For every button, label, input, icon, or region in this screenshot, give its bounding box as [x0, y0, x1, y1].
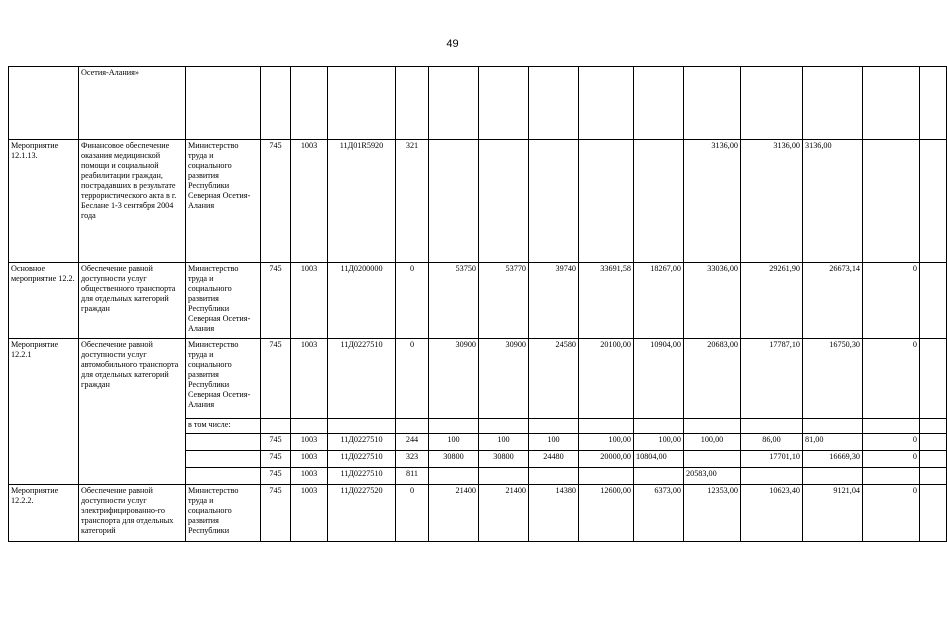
value-cell: 26673,14: [803, 263, 863, 339]
value-cell: 30800: [429, 451, 479, 468]
rzpr-cell: 1003: [291, 339, 328, 419]
value-cell: [429, 140, 479, 263]
vr-cell: 0: [396, 339, 429, 419]
value-cell: 0: [863, 263, 920, 339]
name-cell: Обеспечение равной доступности услуг автомобильного транспорта для отдельных категорий граждан: [79, 339, 186, 485]
value-cell: 21400: [429, 485, 479, 542]
value-cell: 29261,90: [741, 263, 803, 339]
value-cell: 16750,30: [803, 339, 863, 419]
value-cell: 100: [429, 434, 479, 451]
value-cell: 33036,00: [684, 263, 741, 339]
value-cell: 20683,00: [684, 339, 741, 419]
value-cell: 30900: [479, 339, 529, 419]
csr-cell: 11Д0200000: [328, 263, 396, 339]
vr-cell: 811: [396, 468, 429, 485]
value-cell: 53770: [479, 263, 529, 339]
status-cell: Мероприятие 12.2.1: [9, 339, 79, 485]
executor-cell: Министерство труда и социального развития Республики Северная Осетия-Алания: [186, 339, 261, 419]
value-cell: 30900: [429, 339, 479, 419]
value-cell: 16669,30: [803, 451, 863, 468]
name-cell: Обеспечение равной доступности услуг электрифицированно-го транспорта для отдельных категорий: [79, 485, 186, 542]
value-cell: 18267,00: [634, 263, 684, 339]
rzpr-cell: 1003: [291, 451, 328, 468]
grbs-cell: 745: [261, 263, 291, 339]
value-cell: 81,00: [803, 434, 863, 451]
grbs-cell: 745: [261, 140, 291, 263]
page-number: 49: [446, 38, 459, 50]
rzpr-cell: 1003: [291, 263, 328, 339]
name-cell: Обеспечение равной доступности услуг общественного транспорта для отдельных категорий граждан: [79, 263, 186, 339]
table-row: [9, 67, 947, 140]
value-cell: 10623,40: [741, 485, 803, 542]
vr-cell: 0: [396, 485, 429, 542]
value-cell: 10804,00: [634, 451, 684, 468]
value-cell: 100,00: [634, 434, 684, 451]
status-cell: Мероприятие 12.2.2.: [9, 485, 79, 542]
executor-cell: Министерство труда и социального развития Республики: [186, 485, 261, 542]
value-cell: 3136,00: [803, 140, 863, 263]
table-row: [9, 263, 947, 339]
value-cell: 30800: [479, 451, 529, 468]
value-cell: 100,00: [579, 434, 634, 451]
value-cell: 12353,00: [684, 485, 741, 542]
value-cell: 24480: [529, 451, 579, 468]
grbs-cell: 745: [261, 451, 291, 468]
status-cell: Основное мероприятие 12.2.: [9, 263, 79, 339]
executor-cell: Министерство труда и социального развития Республики Северная Осетия-Алания: [186, 263, 261, 339]
value-cell: 100: [479, 434, 529, 451]
value-cell: 39740: [529, 263, 579, 339]
csr-cell: 11Д0227510: [328, 339, 396, 419]
grbs-cell: 745: [261, 468, 291, 485]
csr-cell: 11Д01R5920: [328, 140, 396, 263]
value-cell: [429, 468, 479, 485]
rzpr-cell: 1003: [291, 434, 328, 451]
value-cell: 24580: [529, 339, 579, 419]
value-cell: 17701,10: [741, 451, 803, 468]
executor-cell: Министерство труда и социального развития Республики Северная Осетия-Алания: [186, 140, 261, 263]
value-cell: [634, 140, 684, 263]
csr-cell: 11Д0227510: [328, 451, 396, 468]
vr-cell: 244: [396, 434, 429, 451]
value-cell: [803, 468, 863, 485]
name-cell: Осетия-Алания»: [79, 67, 186, 140]
subtotal-label: в том числе:: [186, 419, 261, 434]
value-cell: [741, 468, 803, 485]
grbs-cell: 745: [261, 485, 291, 542]
value-cell: 20000,00: [579, 451, 634, 468]
value-cell: 3136,00: [684, 140, 741, 263]
value-cell: [479, 140, 529, 263]
csr-cell: 11Д0227510: [328, 468, 396, 485]
value-cell: [634, 468, 684, 485]
name-cell: Финансовое обеспечение оказания медицинской помощи и социальной реабилитации граждан, пострадавших в результате террористического акта в г. Беслане 1-3 сентября 2004 года: [79, 140, 186, 263]
value-cell: 86,00: [741, 434, 803, 451]
vr-cell: 323: [396, 451, 429, 468]
value-cell: 21400: [479, 485, 529, 542]
value-cell: [529, 140, 579, 263]
value-cell: 14380: [529, 485, 579, 542]
value-cell: 9121,04: [803, 485, 863, 542]
value-cell: 20100,00: [579, 339, 634, 419]
csr-cell: 11Д0227520: [328, 485, 396, 542]
value-cell: 33691,58: [579, 263, 634, 339]
value-cell: 6373,00: [634, 485, 684, 542]
value-cell: [529, 468, 579, 485]
value-cell: [684, 451, 741, 468]
vr-cell: 0: [396, 263, 429, 339]
value-cell: 0: [863, 485, 920, 542]
value-cell: [579, 140, 634, 263]
status-cell: Мероприятие 12.1.13.: [9, 140, 79, 263]
value-cell: 53750: [429, 263, 479, 339]
value-cell: 100,00: [684, 434, 741, 451]
budget-table: [8, 66, 947, 542]
table-row: [9, 485, 947, 542]
vr-cell: 321: [396, 140, 429, 263]
value-cell: [863, 140, 920, 263]
value-cell: 10904,00: [634, 339, 684, 419]
grbs-cell: 745: [261, 339, 291, 419]
value-cell: [579, 468, 634, 485]
value-cell: 12600,00: [579, 485, 634, 542]
value-cell: 0: [863, 451, 920, 468]
value-cell: 17787,10: [741, 339, 803, 419]
table-row: [9, 140, 947, 263]
table-row: [9, 339, 947, 419]
rzpr-cell: 1003: [291, 140, 328, 263]
rzpr-cell: 1003: [291, 468, 328, 485]
value-cell: [479, 468, 529, 485]
value-cell: [863, 468, 920, 485]
value-cell: 100: [529, 434, 579, 451]
value-cell: 0: [863, 434, 920, 451]
value-cell: 3136,00: [741, 140, 803, 263]
value-cell: 20583,00: [684, 468, 741, 485]
grbs-cell: 745: [261, 434, 291, 451]
value-cell: 0: [863, 339, 920, 419]
rzpr-cell: 1003: [291, 485, 328, 542]
csr-cell: 11Д0227510: [328, 434, 396, 451]
